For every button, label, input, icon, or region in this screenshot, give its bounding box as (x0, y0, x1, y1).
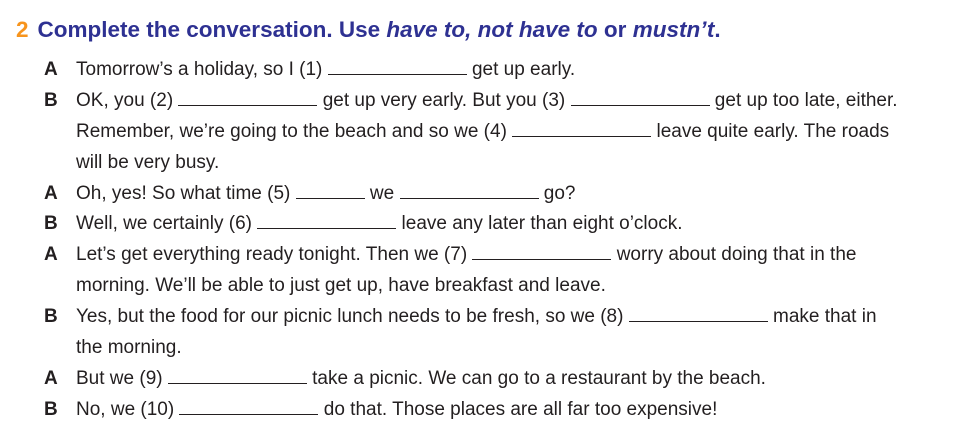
line-text: get up too late, either. (709, 90, 898, 111)
line-text: get up very early. But you (3) (317, 90, 571, 111)
line-text: Let’s get everything ready tonight. Then we (7) (76, 244, 473, 265)
line-text: morning. We’ll be able to just get up, have breakfast and leave. (76, 275, 606, 296)
option-mustnt: mustn’t (632, 17, 715, 42)
line-text: leave quite early. The roads (651, 121, 890, 142)
line-text: the morning. (76, 337, 182, 358)
dialogue-line (76, 213, 683, 235)
speaker-label: B (44, 213, 58, 234)
line-text: make that in (767, 306, 877, 327)
dialogue-line (76, 368, 766, 390)
line-text: go? (538, 183, 576, 204)
line-text: take a picnic. We can go to a restaurant by the beach. (306, 368, 766, 389)
speaker-label: B (44, 399, 58, 420)
option-not-have-to: not have to (477, 17, 598, 42)
answer-blank-5a[interactable] (296, 184, 365, 199)
line-text: leave any later than eight o’clock. (396, 213, 683, 234)
dialogue-line (76, 337, 182, 359)
answer-blank-3[interactable] (571, 91, 710, 106)
line-text: do that. Those places are all far too expensive! (318, 399, 718, 420)
line-text: But we (9) (76, 368, 168, 389)
exercise-heading (16, 17, 721, 43)
dialogue-line (76, 121, 889, 143)
speaker-label: B (44, 90, 58, 111)
answer-blank-9[interactable] (168, 369, 307, 384)
answer-blank-6[interactable] (257, 214, 396, 229)
answer-blank-10[interactable] (179, 400, 318, 415)
line-text: will be very busy. (76, 152, 220, 173)
option-have-to: have to, (386, 17, 472, 42)
speaker-label: A (44, 244, 58, 265)
dialogue-line (76, 183, 575, 205)
answer-blank-8[interactable] (629, 307, 768, 322)
exercise-number: 2 (16, 17, 29, 42)
line-text: No, we (10) (76, 399, 180, 420)
answer-blank-5b[interactable] (400, 184, 539, 199)
line-text: Well, we certainly (6) (76, 213, 258, 234)
line-text: OK, you (2) (76, 90, 179, 111)
answer-blank-2[interactable] (178, 91, 317, 106)
instruction-conjunction: or (597, 17, 633, 42)
dialogue-line (76, 306, 877, 328)
speaker-label: B (44, 306, 58, 327)
answer-blank-4[interactable] (512, 122, 651, 137)
speaker-label: A (44, 368, 58, 389)
line-text: Tomorrow’s a holiday, so I (1) (76, 59, 328, 80)
dialogue-line (76, 275, 606, 297)
dialogue-line (76, 399, 717, 421)
answer-blank-1[interactable] (328, 60, 467, 75)
line-text: worry about doing that in the (611, 244, 857, 265)
dialogue-line (76, 59, 575, 81)
instruction-text: Complete the conversation. Use (37, 17, 387, 42)
speaker-label: A (44, 183, 58, 204)
instruction-period: . (714, 17, 721, 42)
dialogue-line (76, 244, 856, 266)
line-text: Remember, we’re going to the beach and so we (4) (76, 121, 513, 142)
speaker-label: A (44, 59, 58, 80)
line-text: Yes, but the food for our picnic lunch needs to be fresh, so we (8) (76, 306, 629, 327)
dialogue-line (76, 90, 898, 112)
answer-blank-7[interactable] (472, 245, 611, 260)
line-text: we (364, 183, 400, 204)
dialogue-line (76, 152, 219, 174)
line-text: Oh, yes! So what time (5) (76, 183, 296, 204)
line-text: get up early. (466, 59, 576, 80)
